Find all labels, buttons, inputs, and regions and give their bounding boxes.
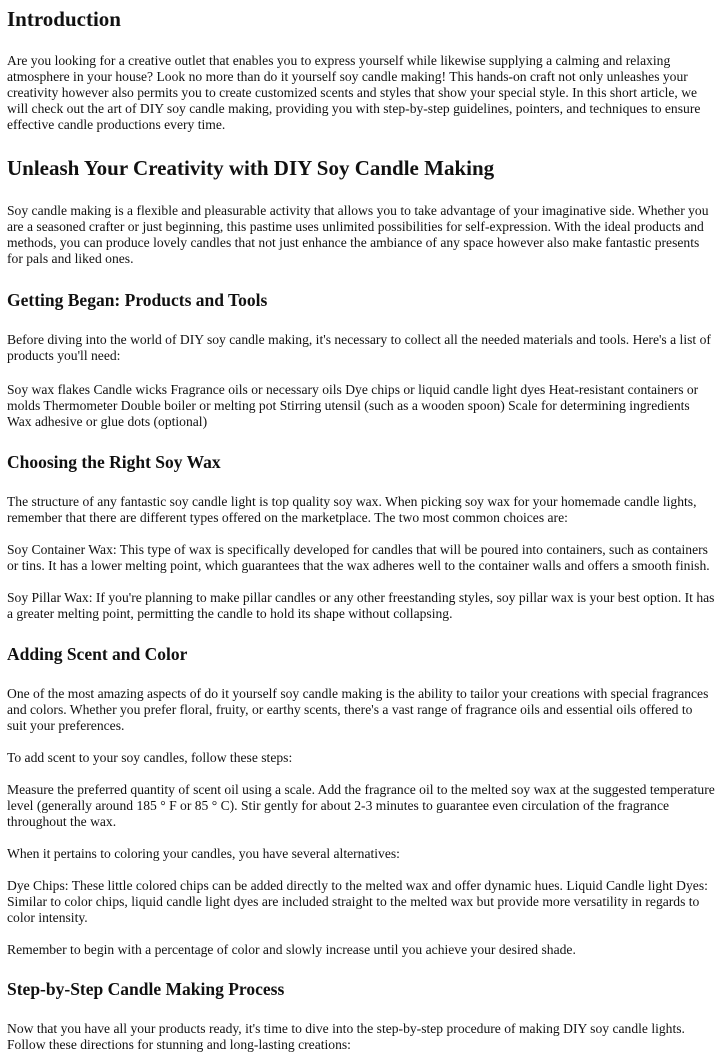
soy-wax-heading: Choosing the Right Soy Wax (7, 452, 221, 473)
scent-color-heading: Adding Scent and Color (7, 644, 188, 665)
soy-wax-paragraph: The structure of any fantastic soy candle light is top quality soy wax. When picking soy wax for your homemade candle lights, remember that there are different types offered on the marketplace. The two most common choices are: (7, 494, 697, 526)
unleash-heading: Unleash Your Creativity with DIY Soy Candle Making (7, 156, 495, 181)
process-heading: Step-by-Step Candle Making Process (7, 979, 285, 1000)
getting-began-paragraph: Before diving into the world of DIY soy candle making, it's necessary to collect all the needed materials and tools. Here's a list of products you'll need: (7, 332, 711, 364)
pillar-wax-paragraph: Soy Pillar Wax: If you're planning to make pillar candles or any other freestanding styles, soy pillar wax is your best option. It has a greater melting point, permitting the candle to hold its shape without collapsing. (7, 590, 715, 622)
scent-color-paragraph: One of the most amazing aspects of do it yourself soy candle making is the ability to tailor your creations with special fragrances and colors. Whether you prefer floral, fruity, or earthy scents, there's a vast range of fragrance oils and essential oils offered to suit your preferences. (7, 686, 709, 734)
color-intro: When it pertains to coloring your candles, you have several alternatives: (7, 846, 400, 862)
getting-began-heading: Getting Began: Products and Tools (7, 290, 268, 311)
remember-paragraph: Remember to begin with a percentage of color and slowly increase until you achieve your desired shade. (7, 942, 576, 958)
article (7, 0, 715, 1053)
unleash-paragraph: Soy candle making is a flexible and pleasurable activity that allows you to take advantage of your imaginative side. Whether you are a seasoned crafter or just beginning, this pastime uses unlimited possibilities for self-expression. With the ideal products and methods, you can produce lovely candles that not just enhance the ambiance of any space however also make fantastic presents for pals and liked ones. (7, 203, 709, 267)
container-wax-paragraph: Soy Container Wax: This type of wax is specifically developed for candles that will be poured into containers, such as containers or tins. It has a lower melting point, which guarantees that the wax adheres well to the container walls and offers a smooth finish. (7, 542, 710, 574)
scent-steps-paragraph: Measure the preferred quantity of scent oil using a scale. Add the fragrance oil to the melted soy wax at the suggested temperature level (generally around 185 ° F or 85 ° C). Stir gently for about 2-3 minutes to guarantee even circulation of the fragrance throughout the wax. (7, 782, 715, 830)
process-paragraph: Now that you have all your products ready, it's time to dive into the step-by-step procedure of making DIY soy candle lights. Follow these directions for stunning and long-lasting creations: (7, 1021, 685, 1053)
intro-paragraph: Are you looking for a creative outlet that enables you to express yourself while likewise supplying a calming and relaxing atmosphere in your house? Look no more than do it yourself soy candle making! This hands-on craft not only unleashes your creativity however also permits you to create customized scents and styles that show your special style. In this short article, we will check out the art of DIY soy candle making, providing you with step-by-step guidelines, pointers, and techniques to ensure effective candle productions every time. (7, 53, 701, 133)
scent-steps-intro: To add scent to your soy candles, follow these steps: (7, 750, 293, 766)
color-options-paragraph: Dye Chips: These little colored chips can be added directly to the melted wax and offer dynamic hues. Liquid Candle light Dyes: Similar to color chips, liquid candle light dyes are included straight to the melted wax but provide more versatility in regards to color intensity. (7, 878, 708, 926)
products-list-paragraph: Soy wax flakes Candle wicks Fragrance oils or necessary oils Dye chips or liquid candle light dyes Heat-resistant containers or molds Thermometer Double boiler or melting pot Stirring utensil (such as a wooden spoon) Scale for determining ingredients Wax adhesive or glue dots (optional) (7, 382, 699, 430)
intro-heading: Introduction (7, 7, 121, 31)
